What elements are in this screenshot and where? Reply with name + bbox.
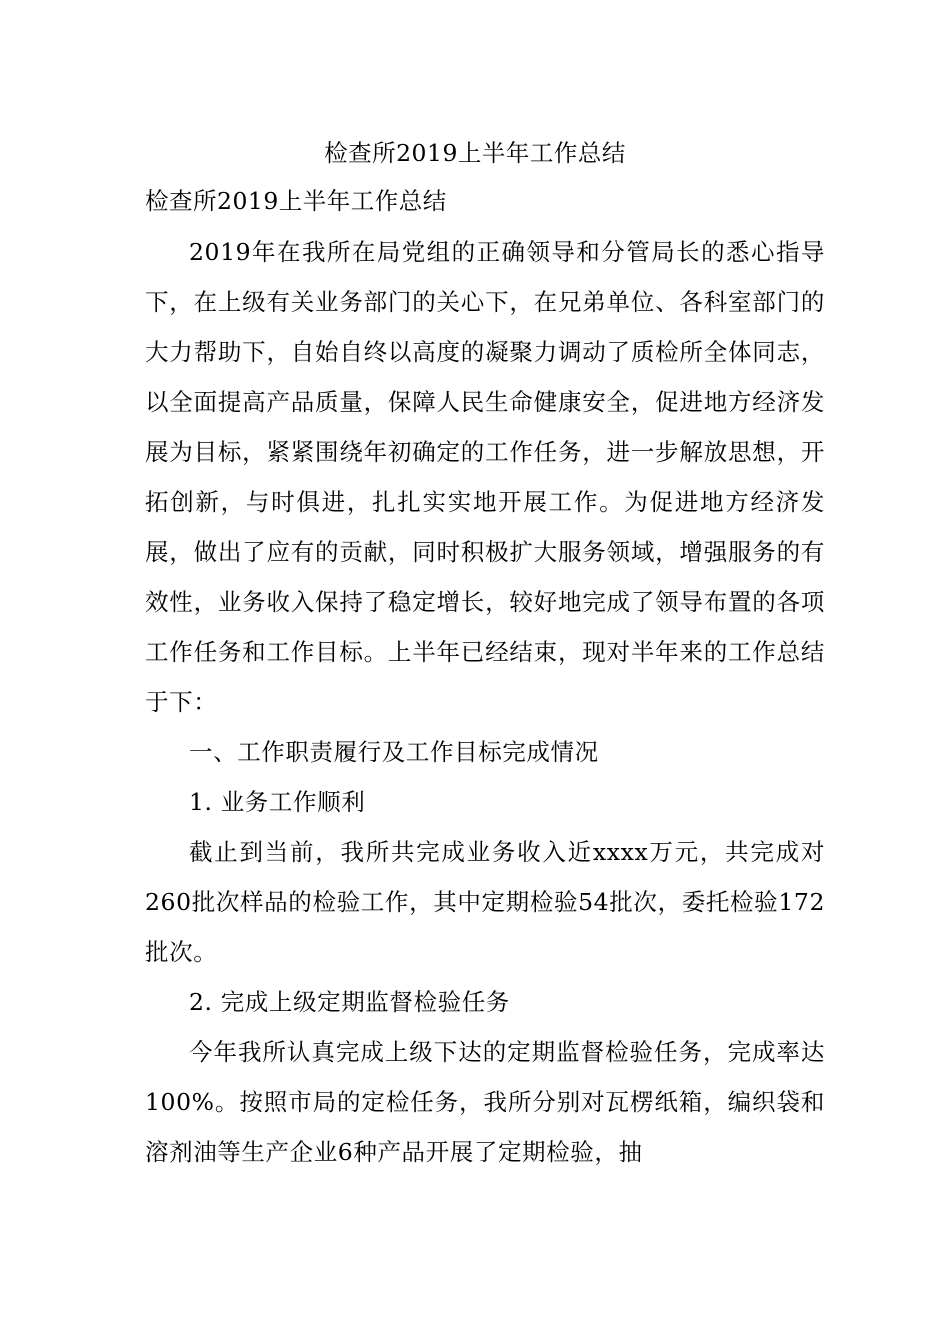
subheading-business-work: 1. 业务工作顺利 — [189, 788, 366, 816]
subheading-supervision-tasks: 2. 完成上级定期监督检验任务 — [189, 988, 510, 1016]
document-body — [145, 227, 825, 1177]
paragraph-supervision-tasks: 今年我所认真完成上级下达的定期监督检验任务，完成率达100%。按照市局的定检任务，我所分别对瓦楞纸箱，编织袋和溶剂油等生产企业6种产品开展了定期检验，抽 — [145, 1038, 825, 1166]
section-heading-1: 一、工作职责履行及工作目标完成情况 — [189, 738, 599, 766]
document-subtitle: 检查所2019上半年工作总结 — [145, 187, 447, 215]
paragraph-business-work: 截止到当前，我所共完成业务收入近xxxx万元，共完成对260批次样品的检验工作，其中定期检验54批次，委托检验172批次。 — [145, 838, 825, 966]
paragraph-intro: 2019年在我所在局党组的正确领导和分管局长的悉心指导下，在上级有关业务部门的关心下，在兄弟单位、各科室部门的大力帮助下，自始自终以高度的凝聚力调动了质检所全体同志，以全面提高产品质量，保障人民生命健康安全，促进地方经济发展为目标，紧紧围绕年初确定的工作任务，进一步解放思想，开拓创新，与时俱进，扎扎实实地开展工作。为促进地方经济发展，做出了应有的贡献，同时积极扩大服务领域，增强服务的有效性，业务收入保持了稳定增长，较好地完成了领导布置的各项工作任务和工作目标。上半年已经结束，现对半年来的工作总结于下： — [145, 238, 825, 716]
document-title: 检查所2019上半年工作总结 — [324, 139, 626, 167]
